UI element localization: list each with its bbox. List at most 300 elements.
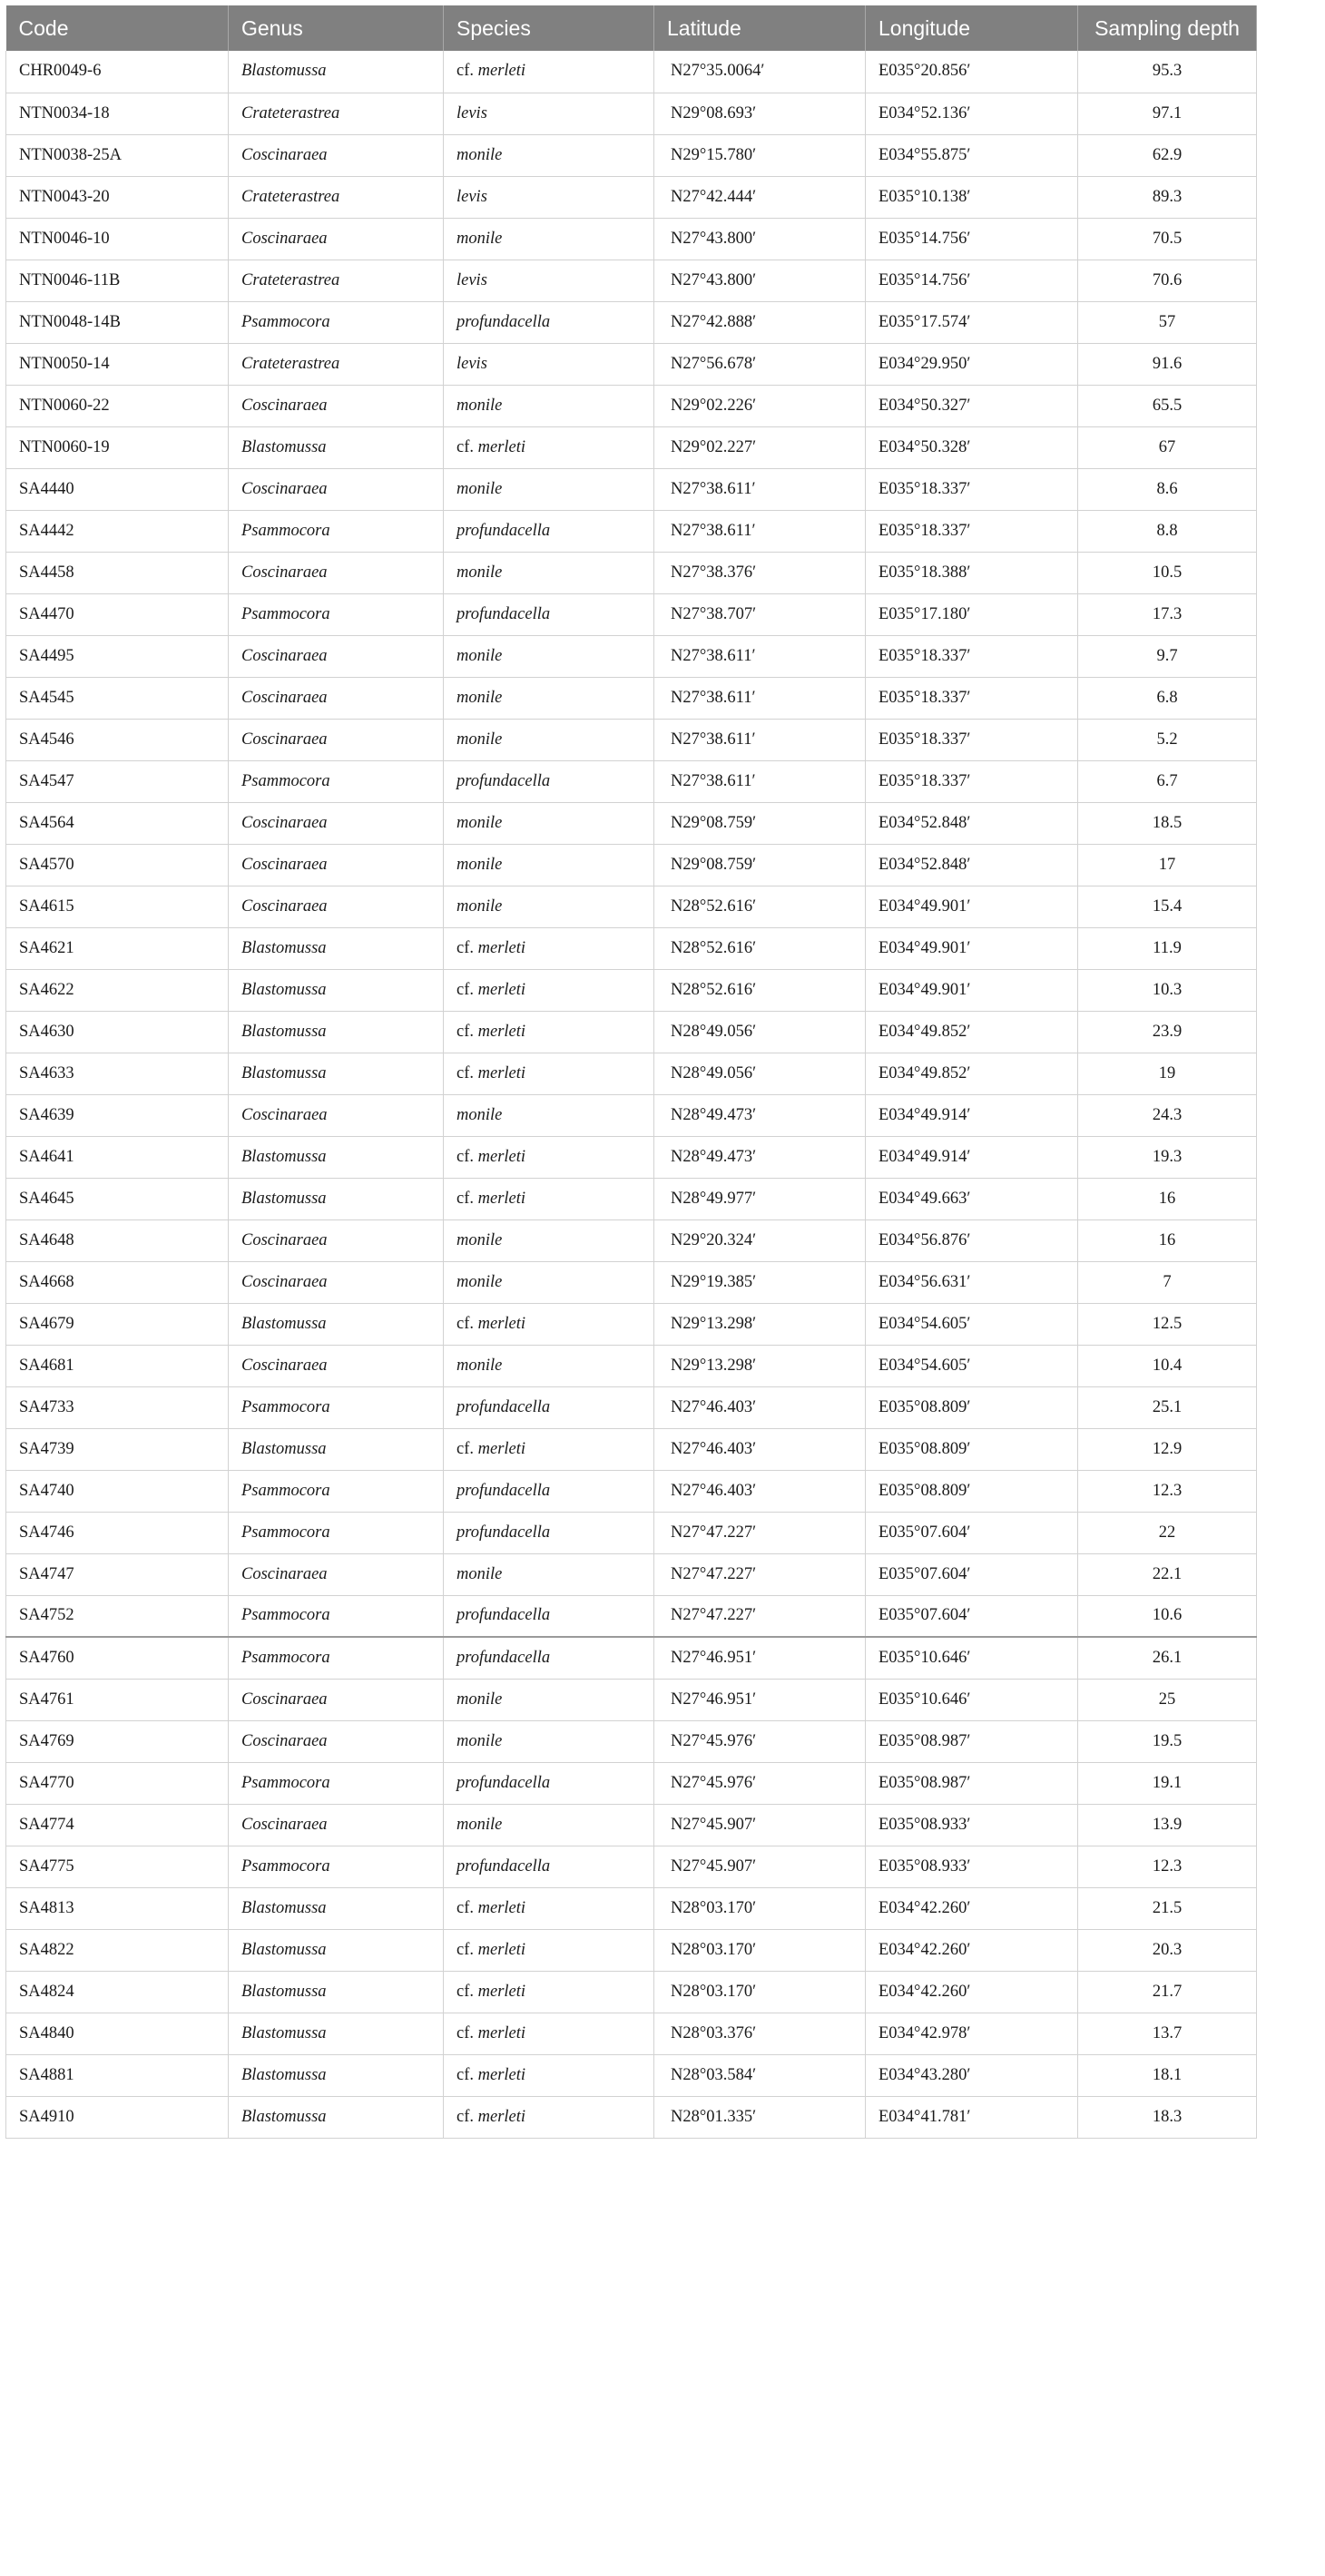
cell-code: NTN0060-19	[6, 426, 229, 468]
table-row	[6, 176, 1257, 218]
cell-longitude: E035°18.337′	[866, 635, 1078, 677]
cell-genus: Coscinaraea	[229, 1261, 444, 1303]
cell-genus: Blastomussa	[229, 2096, 444, 2138]
cell-species: monile	[444, 1804, 654, 1846]
cell-genus: Blastomussa	[229, 1428, 444, 1470]
table-row	[6, 426, 1257, 468]
cell-code: SA4775	[6, 1846, 229, 1887]
species-name: merleti	[477, 1063, 526, 1082]
cell-species: monile	[444, 802, 654, 844]
cell-longitude: E035°08.987′	[866, 1720, 1078, 1762]
cell-longitude: E034°50.328′	[866, 426, 1078, 468]
cell-code: SA4769	[6, 1720, 229, 1762]
cell-sampling-depth: 12.3	[1078, 1470, 1257, 1512]
cell-sampling-depth: 22.1	[1078, 1553, 1257, 1595]
cell-species: monile	[444, 635, 654, 677]
cell-species: monile	[444, 719, 654, 760]
cell-genus: Blastomussa	[229, 2013, 444, 2054]
cell-sampling-depth: 15.4	[1078, 886, 1257, 927]
table-row	[6, 1178, 1257, 1219]
cell-genus: Psammocora	[229, 1470, 444, 1512]
cell-longitude: E035°18.337′	[866, 468, 1078, 510]
cell-sampling-depth: 10.3	[1078, 969, 1257, 1011]
cell-species	[444, 2054, 654, 2096]
table-row	[6, 1887, 1257, 1929]
cell-code: SA4570	[6, 844, 229, 886]
table-row	[6, 1011, 1257, 1053]
table-row	[6, 1971, 1257, 2013]
cell-sampling-depth: 12.5	[1078, 1303, 1257, 1345]
cell-genus: Psammocora	[229, 593, 444, 635]
cell-genus: Coscinaraea	[229, 1094, 444, 1136]
cell-genus: Coscinaraea	[229, 1679, 444, 1720]
cell-latitude: N29°13.298′	[654, 1303, 866, 1345]
cell-latitude: N27°38.611′	[654, 677, 866, 719]
cell-sampling-depth: 13.7	[1078, 2013, 1257, 2054]
cell-code: SA4615	[6, 886, 229, 927]
cell-code: SA4681	[6, 1345, 229, 1386]
cell-code: SA4739	[6, 1428, 229, 1470]
cell-sampling-depth: 89.3	[1078, 176, 1257, 218]
cell-latitude: N29°08.759′	[654, 844, 866, 886]
cell-species: profundacella	[444, 1595, 654, 1637]
cell-longitude: E034°50.327′	[866, 385, 1078, 426]
table-row	[6, 51, 1257, 93]
cell-species	[444, 1011, 654, 1053]
species-name: merleti	[477, 1189, 526, 1208]
cell-genus: Coscinaraea	[229, 635, 444, 677]
cell-longitude: E034°49.914′	[866, 1094, 1078, 1136]
species-name: merleti	[477, 437, 526, 456]
cell-species: profundacella	[444, 1386, 654, 1428]
table-row	[6, 1094, 1257, 1136]
cell-sampling-depth: 18.3	[1078, 2096, 1257, 2138]
header-longitude: Longitude	[866, 5, 1078, 51]
cell-longitude: E034°49.901′	[866, 886, 1078, 927]
cell-longitude: E034°42.260′	[866, 1887, 1078, 1929]
cell-sampling-depth: 67	[1078, 426, 1257, 468]
table-row	[6, 2096, 1257, 2138]
cell-code: SA4440	[6, 468, 229, 510]
cell-genus: Coscinaraea	[229, 1553, 444, 1595]
cell-species	[444, 1303, 654, 1345]
cell-latitude: N29°15.780′	[654, 134, 866, 176]
cell-latitude: N28°03.170′	[654, 1887, 866, 1929]
species-prefix: cf.	[456, 2065, 474, 2084]
species-prefix: cf.	[456, 938, 474, 957]
cell-species: monile	[444, 134, 654, 176]
table-row	[6, 1136, 1257, 1178]
cell-genus: Psammocora	[229, 1637, 444, 1679]
cell-species: profundacella	[444, 760, 654, 802]
table-row	[6, 635, 1257, 677]
species-prefix: cf.	[456, 980, 474, 999]
cell-sampling-depth: 16	[1078, 1219, 1257, 1261]
cell-latitude: N29°08.693′	[654, 93, 866, 134]
cell-species: monile	[444, 552, 654, 593]
cell-latitude: N28°01.335′	[654, 2096, 866, 2138]
species-prefix: cf.	[456, 1147, 474, 1166]
cell-species: levis	[444, 343, 654, 385]
cell-species	[444, 2096, 654, 2138]
cell-code: SA4822	[6, 1929, 229, 1971]
species-prefix: cf.	[456, 437, 474, 456]
cell-longitude: E035°17.180′	[866, 593, 1078, 635]
cell-longitude: E035°08.933′	[866, 1846, 1078, 1887]
cell-latitude: N28°49.056′	[654, 1053, 866, 1094]
table-row	[6, 1428, 1257, 1470]
cell-genus: Coscinaraea	[229, 1219, 444, 1261]
cell-genus: Crateterastrea	[229, 176, 444, 218]
cell-longitude: E035°18.337′	[866, 719, 1078, 760]
table-row	[6, 343, 1257, 385]
cell-genus: Psammocora	[229, 301, 444, 343]
cell-latitude: N27°43.800′	[654, 260, 866, 301]
cell-latitude: N29°20.324′	[654, 1219, 866, 1261]
table-row	[6, 886, 1257, 927]
cell-code: SA4774	[6, 1804, 229, 1846]
cell-latitude: N28°03.170′	[654, 1929, 866, 1971]
table-row	[6, 802, 1257, 844]
table-row	[6, 301, 1257, 343]
cell-longitude: E034°29.950′	[866, 343, 1078, 385]
cell-longitude: E034°55.875′	[866, 134, 1078, 176]
table-header	[6, 5, 1257, 51]
header-code: Code	[6, 5, 229, 51]
cell-longitude: E035°08.809′	[866, 1470, 1078, 1512]
cell-longitude: E035°10.138′	[866, 176, 1078, 218]
cell-genus: Blastomussa	[229, 927, 444, 969]
cell-code: SA4622	[6, 969, 229, 1011]
cell-longitude: E035°07.604′	[866, 1553, 1078, 1595]
cell-species	[444, 1971, 654, 2013]
cell-sampling-depth: 17.3	[1078, 593, 1257, 635]
cell-species	[444, 1136, 654, 1178]
cell-latitude: N28°03.584′	[654, 2054, 866, 2096]
cell-species	[444, 1887, 654, 1929]
cell-latitude: N27°38.611′	[654, 635, 866, 677]
cell-species: monile	[444, 1345, 654, 1386]
cell-latitude: N28°49.473′	[654, 1136, 866, 1178]
cell-latitude: N27°45.907′	[654, 1846, 866, 1887]
cell-sampling-depth: 12.3	[1078, 1846, 1257, 1887]
table-row	[6, 2013, 1257, 2054]
cell-latitude: N28°52.616′	[654, 927, 866, 969]
cell-species: levis	[444, 260, 654, 301]
cell-species: profundacella	[444, 510, 654, 552]
species-prefix: cf.	[456, 1439, 474, 1458]
cell-latitude: N28°03.376′	[654, 2013, 866, 2054]
cell-code: NTN0050-14	[6, 343, 229, 385]
cell-sampling-depth: 6.7	[1078, 760, 1257, 802]
species-name: merleti	[477, 1982, 526, 2001]
species-prefix: cf.	[456, 1063, 474, 1082]
cell-sampling-depth: 10.4	[1078, 1345, 1257, 1386]
cell-sampling-depth: 26.1	[1078, 1637, 1257, 1679]
species-name: merleti	[477, 2107, 526, 2126]
cell-species	[444, 927, 654, 969]
cell-genus: Psammocora	[229, 760, 444, 802]
cell-latitude: N27°46.403′	[654, 1470, 866, 1512]
table-row	[6, 1846, 1257, 1887]
cell-code: NTN0043-20	[6, 176, 229, 218]
cell-code: SA4910	[6, 2096, 229, 2138]
cell-latitude: N27°38.611′	[654, 468, 866, 510]
cell-species: levis	[444, 176, 654, 218]
cell-longitude: E035°10.646′	[866, 1637, 1078, 1679]
cell-code: SA4458	[6, 552, 229, 593]
species-prefix: cf.	[456, 2107, 474, 2126]
cell-code: SA4648	[6, 1219, 229, 1261]
cell-sampling-depth: 19.1	[1078, 1762, 1257, 1804]
cell-code: SA4645	[6, 1178, 229, 1219]
cell-code: NTN0048-14B	[6, 301, 229, 343]
cell-code: SA4840	[6, 2013, 229, 2054]
cell-genus: Blastomussa	[229, 426, 444, 468]
cell-species: monile	[444, 1679, 654, 1720]
header-sampling-depth: Sampling depth	[1078, 5, 1257, 51]
cell-longitude: E035°14.756′	[866, 260, 1078, 301]
table-row	[6, 1637, 1257, 1679]
species-prefix: cf.	[456, 1898, 474, 1917]
cell-sampling-depth: 8.6	[1078, 468, 1257, 510]
table-row	[6, 468, 1257, 510]
cell-sampling-depth: 19.3	[1078, 1136, 1257, 1178]
cell-code: SA4747	[6, 1553, 229, 1595]
cell-species: levis	[444, 93, 654, 134]
cell-latitude: N27°38.611′	[654, 760, 866, 802]
table-row	[6, 2054, 1257, 2096]
cell-longitude: E035°08.987′	[866, 1762, 1078, 1804]
cell-species	[444, 1178, 654, 1219]
sampling-table	[5, 5, 1257, 2139]
cell-sampling-depth: 25.1	[1078, 1386, 1257, 1428]
cell-sampling-depth: 70.6	[1078, 260, 1257, 301]
cell-sampling-depth: 23.9	[1078, 1011, 1257, 1053]
cell-latitude: N28°49.056′	[654, 1011, 866, 1053]
cell-longitude: E035°17.574′	[866, 301, 1078, 343]
cell-longitude: E034°49.901′	[866, 969, 1078, 1011]
table-row	[6, 552, 1257, 593]
cell-genus: Psammocora	[229, 510, 444, 552]
cell-species: profundacella	[444, 1846, 654, 1887]
cell-latitude: N28°49.977′	[654, 1178, 866, 1219]
cell-code: SA4813	[6, 1887, 229, 1929]
cell-code: SA4639	[6, 1094, 229, 1136]
species-prefix: cf.	[456, 62, 474, 81]
cell-genus: Psammocora	[229, 1595, 444, 1637]
cell-latitude: N28°52.616′	[654, 969, 866, 1011]
cell-species: monile	[444, 1553, 654, 1595]
cell-genus: Coscinaraea	[229, 886, 444, 927]
table-row	[6, 134, 1257, 176]
cell-species: monile	[444, 886, 654, 927]
table-row	[6, 1762, 1257, 1804]
species-name: merleti	[477, 1940, 526, 1959]
species-name: merleti	[477, 62, 526, 81]
cell-sampling-depth: 11.9	[1078, 927, 1257, 969]
cell-genus: Blastomussa	[229, 1053, 444, 1094]
cell-code: SA4470	[6, 593, 229, 635]
cell-genus: Blastomussa	[229, 1303, 444, 1345]
species-name: merleti	[477, 2023, 526, 2042]
table-row	[6, 1303, 1257, 1345]
cell-genus: Coscinaraea	[229, 802, 444, 844]
species-name: merleti	[477, 1314, 526, 1333]
cell-genus: Blastomussa	[229, 1971, 444, 2013]
cell-latitude: N28°52.616′	[654, 886, 866, 927]
cell-sampling-depth: 21.7	[1078, 1971, 1257, 2013]
species-prefix: cf.	[456, 1314, 474, 1333]
cell-genus: Blastomussa	[229, 969, 444, 1011]
cell-genus: Psammocora	[229, 1762, 444, 1804]
cell-latitude: N27°56.678′	[654, 343, 866, 385]
table-row	[6, 1804, 1257, 1846]
table-row	[6, 260, 1257, 301]
cell-longitude: E034°49.663′	[866, 1178, 1078, 1219]
cell-sampling-depth: 12.9	[1078, 1428, 1257, 1470]
header-genus: Genus	[229, 5, 444, 51]
cell-code: NTN0038-25A	[6, 134, 229, 176]
table-row	[6, 760, 1257, 802]
cell-sampling-depth: 70.5	[1078, 218, 1257, 260]
table-row	[6, 1053, 1257, 1094]
cell-species: monile	[444, 1720, 654, 1762]
cell-sampling-depth: 10.5	[1078, 552, 1257, 593]
table-row	[6, 1512, 1257, 1553]
cell-species: monile	[444, 844, 654, 886]
table-row	[6, 927, 1257, 969]
species-prefix: cf.	[456, 1982, 474, 2001]
cell-genus: Crateterastrea	[229, 343, 444, 385]
cell-code: SA4621	[6, 927, 229, 969]
cell-genus: Blastomussa	[229, 1178, 444, 1219]
cell-genus: Coscinaraea	[229, 677, 444, 719]
cell-sampling-depth: 19.5	[1078, 1720, 1257, 1762]
cell-code: NTN0046-10	[6, 218, 229, 260]
table-row	[6, 719, 1257, 760]
cell-code: NTN0046-11B	[6, 260, 229, 301]
table-row	[6, 1595, 1257, 1637]
cell-code: SA4545	[6, 677, 229, 719]
cell-latitude: N27°47.227′	[654, 1553, 866, 1595]
cell-code: SA4746	[6, 1512, 229, 1553]
species-name: merleti	[477, 2065, 526, 2084]
table-row	[6, 1386, 1257, 1428]
cell-longitude: E035°07.604′	[866, 1512, 1078, 1553]
cell-code: SA4761	[6, 1679, 229, 1720]
cell-latitude: N27°43.800′	[654, 218, 866, 260]
cell-sampling-depth: 25	[1078, 1679, 1257, 1720]
cell-longitude: E034°42.260′	[866, 1929, 1078, 1971]
cell-species	[444, 426, 654, 468]
cell-longitude: E034°52.848′	[866, 802, 1078, 844]
cell-species: monile	[444, 385, 654, 426]
cell-genus: Psammocora	[229, 1846, 444, 1887]
table-row	[6, 1261, 1257, 1303]
cell-latitude: N27°38.611′	[654, 719, 866, 760]
species-prefix: cf.	[456, 2023, 474, 2042]
cell-longitude: E035°10.646′	[866, 1679, 1078, 1720]
table-row	[6, 1929, 1257, 1971]
cell-species	[444, 969, 654, 1011]
cell-sampling-depth: 57	[1078, 301, 1257, 343]
cell-genus: Coscinaraea	[229, 844, 444, 886]
cell-longitude: E035°18.337′	[866, 510, 1078, 552]
cell-species: profundacella	[444, 1512, 654, 1553]
cell-longitude: E034°42.978′	[866, 2013, 1078, 2054]
cell-species	[444, 2013, 654, 2054]
cell-genus: Blastomussa	[229, 1929, 444, 1971]
cell-sampling-depth: 16	[1078, 1178, 1257, 1219]
cell-genus: Crateterastrea	[229, 260, 444, 301]
cell-sampling-depth: 6.8	[1078, 677, 1257, 719]
cell-longitude: E034°49.852′	[866, 1053, 1078, 1094]
cell-genus: Coscinaraea	[229, 134, 444, 176]
cell-sampling-depth: 13.9	[1078, 1804, 1257, 1846]
cell-genus: Coscinaraea	[229, 552, 444, 593]
cell-genus: Coscinaraea	[229, 218, 444, 260]
cell-code: NTN0060-22	[6, 385, 229, 426]
cell-genus: Blastomussa	[229, 51, 444, 93]
cell-latitude: N27°47.227′	[654, 1595, 866, 1637]
cell-latitude: N27°38.376′	[654, 552, 866, 593]
header-species: Species	[444, 5, 654, 51]
species-prefix: cf.	[456, 1189, 474, 1208]
cell-longitude: E034°42.260′	[866, 1971, 1078, 2013]
cell-code: SA4760	[6, 1637, 229, 1679]
cell-sampling-depth: 62.9	[1078, 134, 1257, 176]
cell-latitude: N28°03.170′	[654, 1971, 866, 2013]
cell-code: SA4564	[6, 802, 229, 844]
cell-sampling-depth: 95.3	[1078, 51, 1257, 93]
table-row	[6, 1679, 1257, 1720]
cell-latitude: N27°45.976′	[654, 1762, 866, 1804]
cell-latitude: N27°42.444′	[654, 176, 866, 218]
cell-species: monile	[444, 677, 654, 719]
cell-longitude: E034°52.848′	[866, 844, 1078, 886]
table-row	[6, 510, 1257, 552]
cell-code: SA4630	[6, 1011, 229, 1053]
cell-species: monile	[444, 1094, 654, 1136]
cell-latitude: N29°08.759′	[654, 802, 866, 844]
cell-latitude: N27°38.611′	[654, 510, 866, 552]
cell-longitude: E034°56.876′	[866, 1219, 1078, 1261]
cell-longitude: E035°08.809′	[866, 1386, 1078, 1428]
cell-code: SA4495	[6, 635, 229, 677]
table-row	[6, 1553, 1257, 1595]
cell-genus: Blastomussa	[229, 1011, 444, 1053]
cell-code: SA4770	[6, 1762, 229, 1804]
cell-latitude: N29°19.385′	[654, 1261, 866, 1303]
cell-sampling-depth: 8.8	[1078, 510, 1257, 552]
species-name: merleti	[477, 1022, 526, 1041]
cell-sampling-depth: 21.5	[1078, 1887, 1257, 1929]
cell-species: profundacella	[444, 1470, 654, 1512]
cell-longitude: E034°49.852′	[866, 1011, 1078, 1053]
cell-latitude: N27°38.707′	[654, 593, 866, 635]
cell-longitude: E034°49.914′	[866, 1136, 1078, 1178]
cell-species	[444, 51, 654, 93]
cell-latitude: N27°46.403′	[654, 1428, 866, 1470]
cell-genus: Blastomussa	[229, 1136, 444, 1178]
cell-longitude: E035°20.856′	[866, 51, 1078, 93]
cell-longitude: E034°56.631′	[866, 1261, 1078, 1303]
cell-latitude: N27°46.951′	[654, 1637, 866, 1679]
cell-longitude: E034°49.901′	[866, 927, 1078, 969]
species-prefix: cf.	[456, 1022, 474, 1041]
cell-species: profundacella	[444, 1637, 654, 1679]
